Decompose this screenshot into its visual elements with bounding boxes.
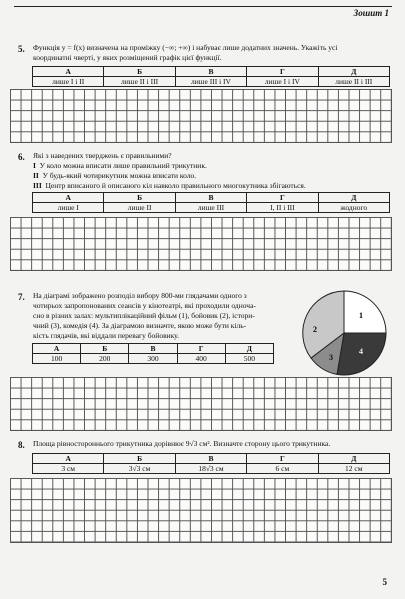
header-rule [14,6,392,7]
answer-header: А [33,454,104,464]
answer-header: Д [318,193,389,203]
answer-header: Г [177,344,225,354]
answer-header: Б [81,344,129,354]
task-5-answer-table [32,66,390,87]
task-8-answer-grid[interactable] [10,478,392,543]
answer-header: В [175,193,246,203]
answer-header: Г [247,454,318,464]
task-5-line: Функція y = f(x) визначена на проміжку (−∞; +∞) і набуває лише додатних значень. Укажіть усі [33,43,338,52]
task-7-pie-chart [299,288,389,378]
answer-header: Б [104,454,175,464]
answer-option: 12 см [318,464,389,474]
statement-mark: ІІІ [33,181,42,190]
page-number: 5 [382,577,387,587]
answer-header: Б [104,193,175,203]
task-5-line: координатні чверті, у яких розміщений графік цієї функції. [33,53,222,62]
answer-option: лише I і II [33,77,104,87]
statement-text: Центр вписаного й описаного кіл навколо правильного многокутника збігаються. [45,181,306,190]
answer-header: В [175,454,246,464]
answer-option: лише ІІ [104,203,175,213]
pie-label-3: 3 [329,353,333,362]
answer-header: В [129,344,177,354]
answer-header: Д [225,344,273,354]
task-7-line: чотирьох запропонованих сеансів у кінотеатрі, які проходили одноча- [33,301,256,310]
task-6-statement [33,161,393,171]
statement-text: У будь-який чотирикутник можна вписати коло. [42,171,197,180]
answer-header: А [33,193,104,203]
answer-option: 400 [177,354,225,364]
task-7-answer-grid[interactable] [10,377,392,431]
pie-label-2: 2 [313,325,317,334]
task-7-line: кість глядачів, які віддали перевагу бойовику. [33,331,180,340]
answer-header: Б [104,67,175,77]
answer-option: 3√3 см [104,464,175,474]
answer-option: лише II і III [318,77,389,87]
pie-label-1: 1 [359,311,363,320]
task-8-number: 8. [18,440,25,450]
answer-option: лише ІІІ [175,203,246,213]
answer-header: А [33,67,104,77]
answer-option: І, ІІ і ІІІ [247,203,318,213]
answer-header: Г [247,193,318,203]
task-6-answer-grid[interactable] [10,217,392,271]
answer-option: 6 см [247,464,318,474]
answer-option: 500 [225,354,273,364]
answer-option: 18√3 см [175,464,246,474]
answer-option: лише III і IV [175,77,246,87]
answer-header: В [175,67,246,77]
answer-option: жодного [318,203,389,213]
task-6-answer-table [32,192,390,213]
answer-option: лише II і III [104,77,175,87]
answer-option: 3 см [33,464,104,474]
answer-header: Д [318,67,389,77]
answer-option: 200 [81,354,129,364]
task-7-line: На діаграмі зображено розподіл вибору 800-ми глядачами одного з [33,291,247,300]
task-6-number: 6. [18,152,25,162]
task-7-answer-table [32,343,274,364]
statement-mark: І [33,161,36,170]
task-7-line: чний (3), комедія (4). За діаграмою визначте, якою може бути кіль- [33,321,247,330]
answer-header: Д [318,454,389,464]
task-6-statement [33,171,393,181]
task-8-answer-table [32,453,390,474]
task-7-number: 7. [18,292,25,302]
task-6-statement [33,181,393,191]
statement-mark: ІІ [33,171,39,180]
task-7-text [33,291,295,341]
task-5-answer-grid[interactable] [10,89,392,143]
task-8-text [33,439,393,449]
task-5-number: 5. [18,44,25,54]
statement-text: У коло можна вписати лише правильний трикутник. [39,161,207,170]
notebook-title: Зошит 1 [353,8,389,18]
answer-option: 300 [129,354,177,364]
task-6-text [33,151,393,191]
answer-header: Г [247,67,318,77]
answer-option: лише І [33,203,104,213]
answer-header: А [33,344,81,354]
task-7-line: сно в різних залах: мультиплікаційний фільм (1), бойовик (2), істори- [33,311,255,320]
task-8-line: Площа рівностороннього трикутника дорівнює 9√3 см². Визначте сторону цього трикутника. [33,439,331,448]
answer-option: лише I і IV [247,77,318,87]
pie-label-4: 4 [359,347,363,356]
task-6-line: Які з наведених тверджень є правильними? [33,151,172,160]
pie-slice-1 [344,291,386,333]
answer-option: 100 [33,354,81,364]
task-5-text [33,43,393,63]
